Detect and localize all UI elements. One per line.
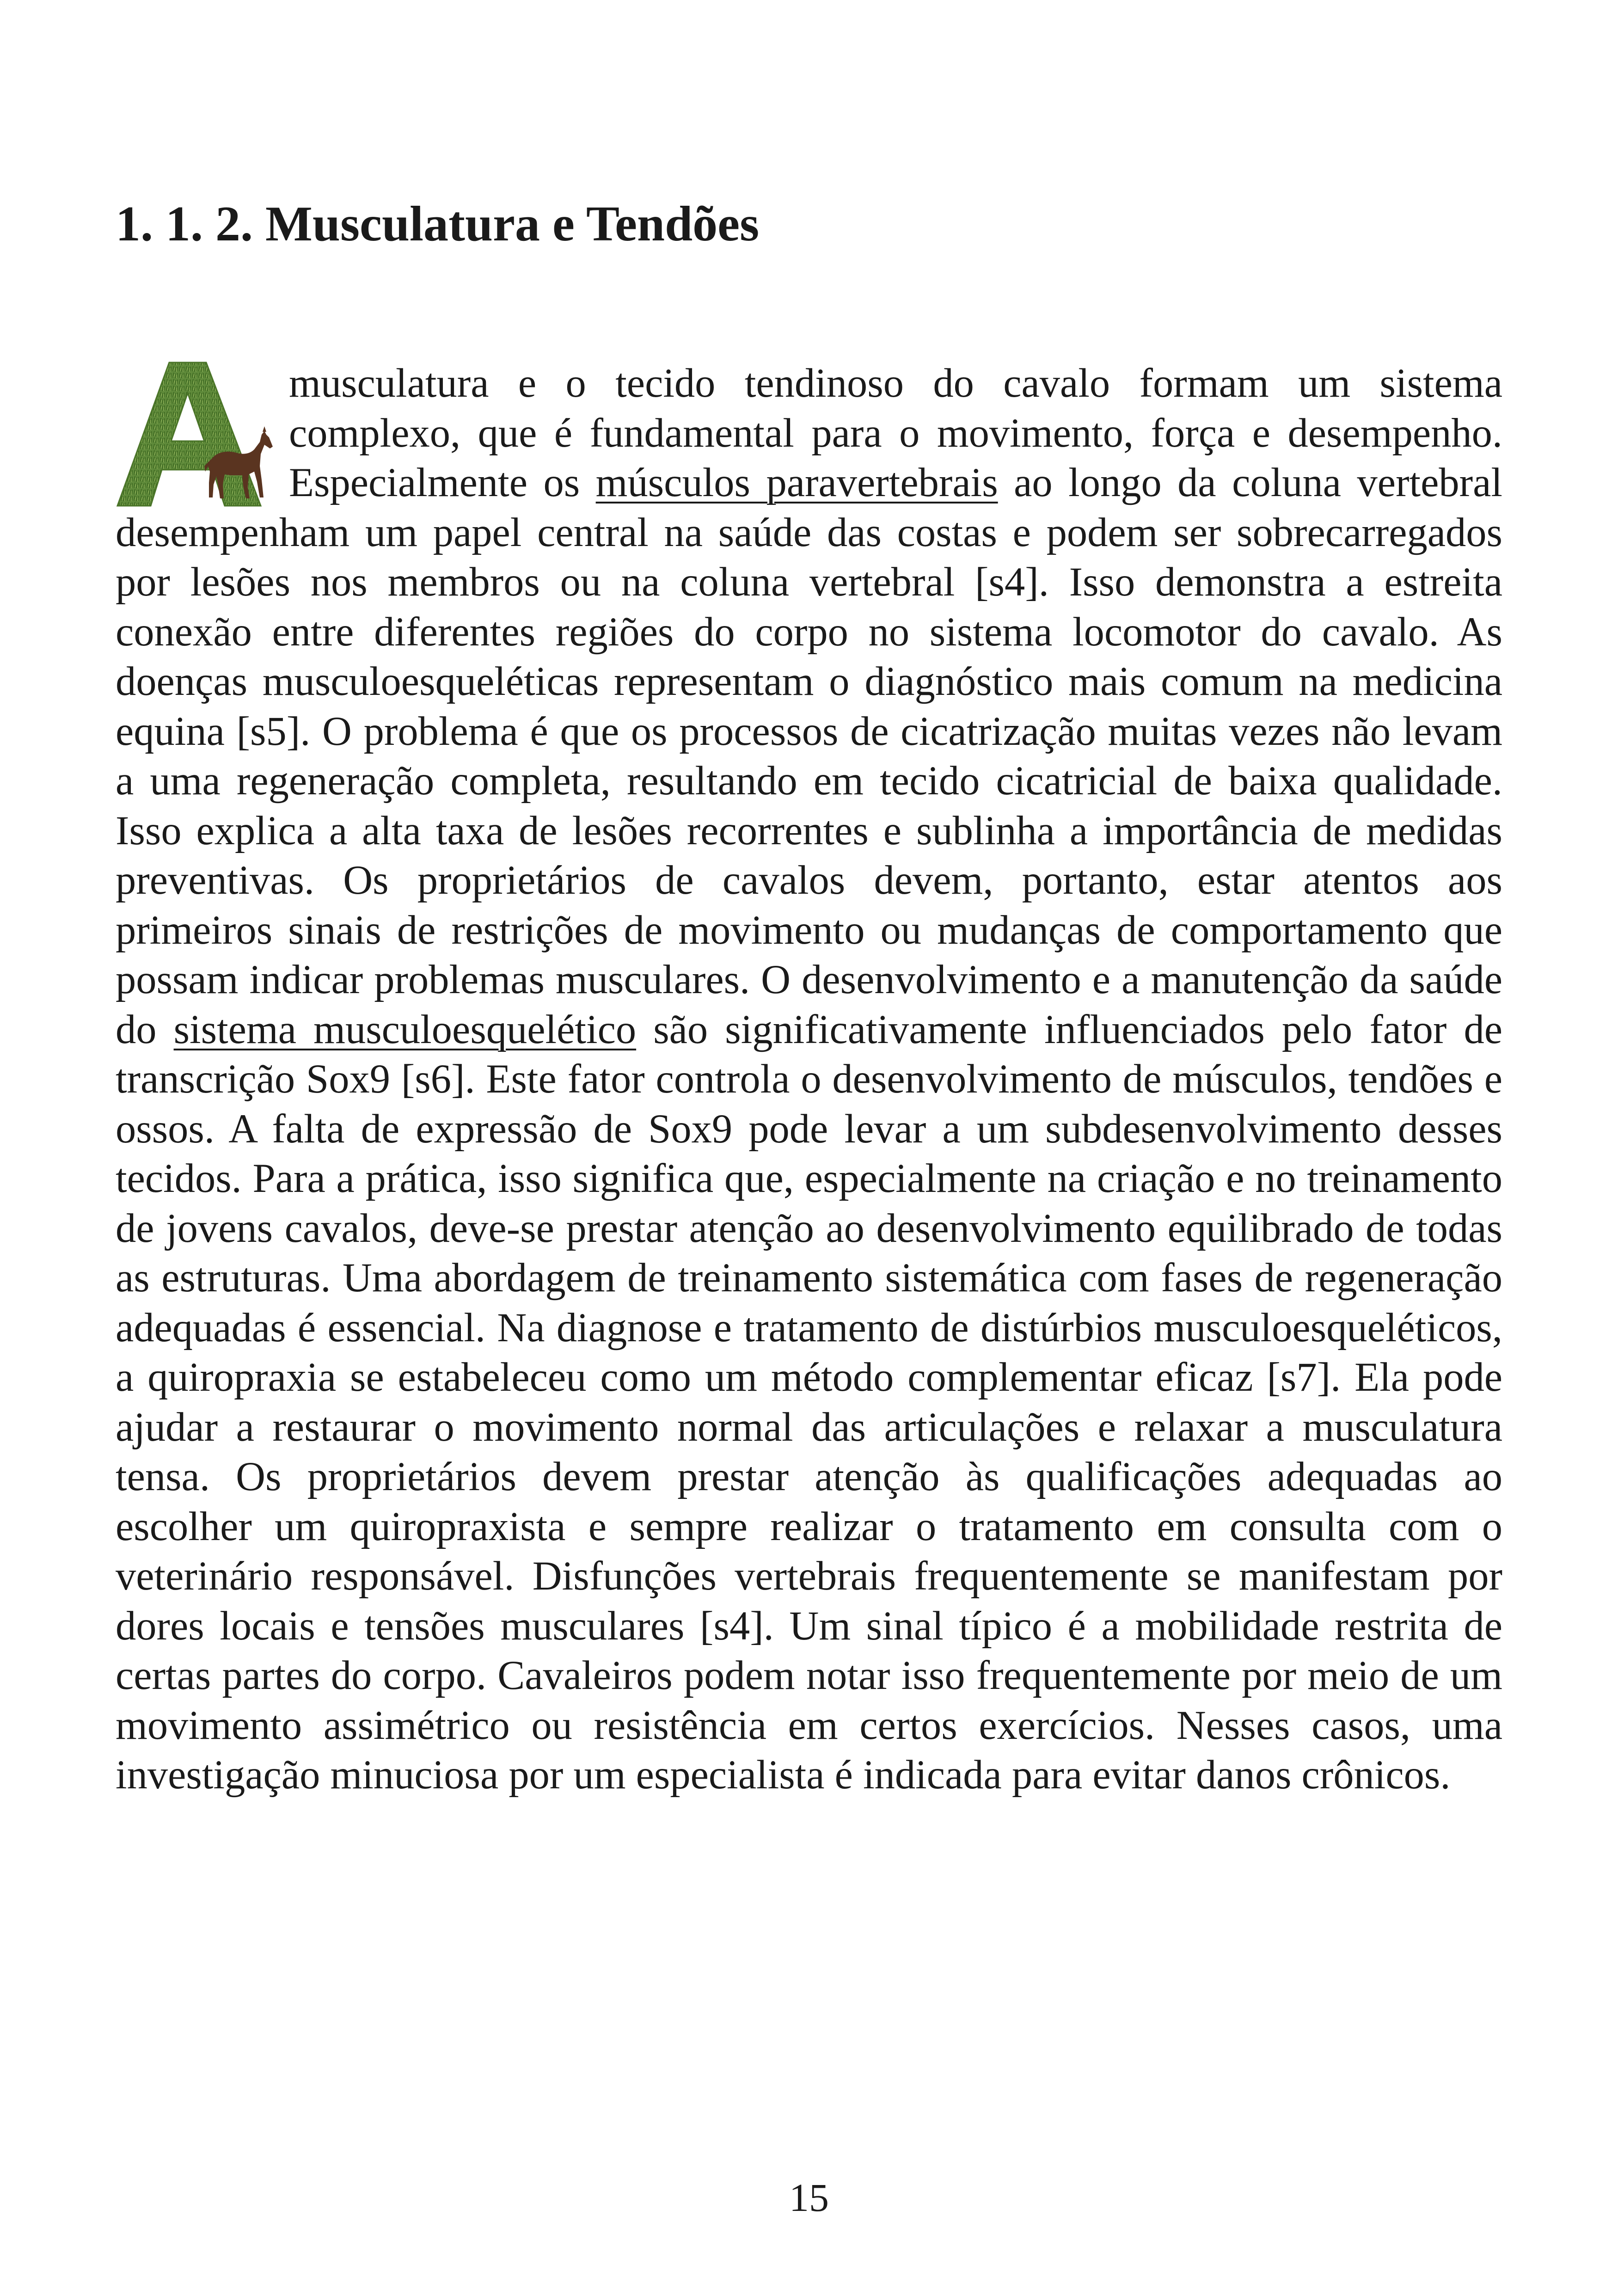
paragraph-text-1: musculatura e o tecido tendinoso do cavalo formam um sistema complexo, que é fundamental para o movimento, força e desempenho. Especialmente os bbox=[289, 361, 1502, 505]
paragraph-text-3: são significativamente influenciados pelo fator de transcrição Sox9 [s6]. Este fator controla o desenvolvimento de músculos, tendões e ossos. A falta de expressão de Sox9 pode levar a um subdesenvolvimento desses tecidos. Para a prática, isso significa que, especialmente na criação e no treinamento de jovens cavalos, deve-se prestar atenção ao desenvolvimento equilibrado de todas as estruturas. Uma abordagem de treinamento sistemática com fases de regeneração adequadas é essencial. Na diagnose e tratamento de distúrbios musculoesqueléticos, a quiropraxia se estabeleceu como um método complementar eficaz [s7]. Ela pode ajudar a restaurar o movimento normal das articulações e relaxar a musculatura tensa. Os proprietários devem prestar atenção às qualificações adequadas ao escolher um quiropraxista e sempre realizar o tratamento em consulta com o veterinário responsável. Disfunções vertebrais frequentemente se manifestam por dores locais e tensões musculares [s4]. Um sinal típico é a mobilidade restrita de certas partes do corpo. Cavaleiros podem notar isso frequentemente por meio de um movimento assimétrico ou resistência em certos exercícios. Nesses casos, uma investigação minuciosa por um especialista é indicada para evitar danos crônicos. bbox=[116, 1007, 1502, 1798]
page-number: 15 bbox=[789, 2175, 829, 2220]
dropcap-a-with-horse bbox=[114, 359, 278, 508]
section-heading: 1. 1. 2. Musculatura e Tendões bbox=[116, 196, 760, 252]
body-paragraph bbox=[116, 359, 1502, 1800]
dropcap-letter-a bbox=[117, 362, 261, 506]
link-sistema-musculoesqueletico[interactable]: sistema musculoesquelético bbox=[173, 1007, 637, 1052]
dropcap-illustration bbox=[114, 359, 278, 508]
paragraph-text-2: ao longo da coluna vertebral desempenham um papel central na saúde das costas e podem ser sobrecarregados por lesões nos membros ou na coluna vertebral [s4]. Isso demonstra a estreita conexão entre diferentes regiões do corpo no sistema locomotor do cavalo. As doenças musculoesqueléticas representam o diagnóstico mais comum na medicina equina [s5]. O problema é que os processos de cicatrização muitas vezes não levam a uma regeneração completa, resultando em tecido cicatricial de baixa qualidade. Isso explica a alta taxa de lesões recorrentes e sublinha a importância de medidas preventivas. Os proprietários de cavalos devem, portanto, estar atentos aos primeiros sinais de restrições de movimento ou mudanças de comportamento que possam indicar problemas musculares. O desenvolvimento e a manutenção da saúde do bbox=[116, 460, 1502, 1052]
link-musculos-paravertebrais[interactable]: músculos paravertebrais bbox=[595, 460, 998, 505]
